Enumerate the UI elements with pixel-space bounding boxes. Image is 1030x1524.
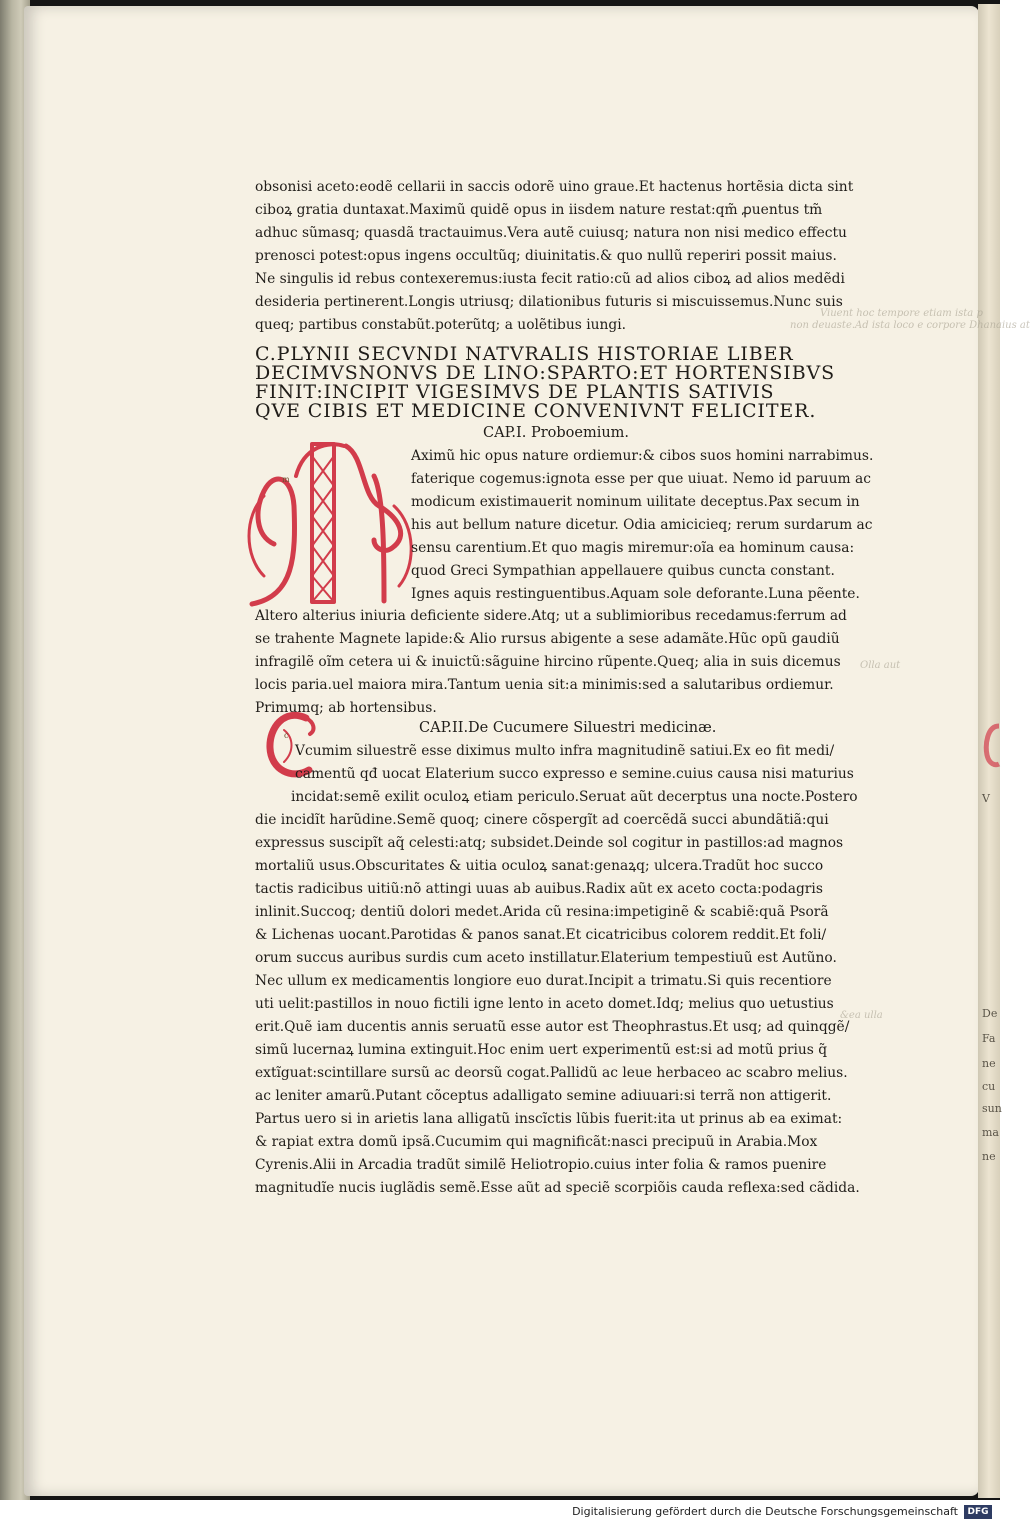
text-line: Partus uero si in arietis lana alligatũ inscĩctis lũbis fuerit:ita ut prinus ab ea eximat: xyxy=(255,1111,843,1127)
text-line: camentũ qđ uocat Elaterium succo expresso e semine.cuius causa nisi maturius xyxy=(295,766,854,782)
text-line: queq; partibus constabũt.poterũtq; a uolẽtibus iungi. xyxy=(255,317,627,333)
text-line: die incidĩt harũdine.Semẽ quoq; cinere cõspergĩt ad coercẽdã succi abundãtiã:qui xyxy=(255,812,829,828)
text-line: & rapiat extra domũ ipsã.Cucumim qui magnificãt:nasci precipuũ in Arabia.Mox xyxy=(255,1134,818,1150)
next-leaf-letter: cu xyxy=(982,1080,996,1093)
text-line: & Lichenas uocant.Parotidas & panos sanat.Et cicatricibus colorem reddit.Et foli/ xyxy=(255,927,827,943)
next-leaf-letter: De xyxy=(982,1007,998,1020)
text-line: Aximũ hic opus nature ordiemur:& cibos suos homini narrabimus. xyxy=(411,448,874,464)
next-leaf-letter: sun xyxy=(982,1102,1002,1115)
book-heading-line: DECIMVSNONVS DE LINO:SPARTO:ET HORTENSIBVS xyxy=(255,362,836,384)
svg-text:m: m xyxy=(282,475,290,484)
bleed-through-text: &ea ulla xyxy=(840,1010,883,1021)
dfg-logo-icon: DFG xyxy=(964,1505,992,1519)
text-line: tactis radicibus uitiũ:nõ attingi uuas ab auibus.Radix aũt ex aceto cocta:podagris xyxy=(255,881,823,897)
text-line: locis paria.uel maiora mira.Tantum uenia sit:a minimis:sed a salutaribus ordiemur. xyxy=(255,677,834,693)
text-line: Altero alterius iniuria deficiente sidere.Atq; ut a sublimioribus recedamus:ferrum ad xyxy=(255,608,847,624)
text-line: mortaliũ usus.Obscuritates & uitia oculoꝝ sanat:genaꝝq; ulcera.Tradũt hoc succo xyxy=(255,858,824,874)
next-leaf-initial-c xyxy=(983,720,1000,770)
text-line: simũ lucernaꝝ lumina extinguit.Hoc enim uert experimentũ est:si ad motũ prius q̃ xyxy=(255,1042,828,1058)
text-line: orum succus auribus surdis cum aceto instillatur.Elaterium tempestiuũ est Autũno. xyxy=(255,950,837,966)
svg-text:c: c xyxy=(284,731,289,740)
text-line: Ignes aquis restinguentibus.Aquam sole deforante.Luna pẽente. xyxy=(411,586,860,602)
chapter-title: CAP.II.De Cucumere Siluestri medicinæ. xyxy=(419,720,717,736)
text-line: Vcumim siluestrẽ esse diximus multo infra magnitudinẽ satiui.Ex eo fit medi/ xyxy=(295,743,835,759)
text-line: Nec ullum ex medicamentis longiore euo durat.Incipit a trimatu.Si quis recentiore xyxy=(255,973,832,989)
text-line: Ne singulis id rebus contexeremus:iusta fecit ratio:cũ ad alios ciboꝝ ad alios medẽdi xyxy=(255,271,845,287)
bleed-through-text: non deuaste.Ad ista loco e corpore Dhanaius at xyxy=(790,320,1030,331)
book-heading-line: FINIT:INCIPIT VIGESIMVS DE PLANTIS SATIVIS xyxy=(255,381,775,403)
text-line: adhuc sũmasq; quasdã tractauimus.Vera autẽ cuiusq; natura non nisi medico effectu xyxy=(255,225,847,241)
text-line: modicum existimauerit nominum uilitate deceptus.Pax secum in xyxy=(411,494,860,510)
next-leaf-letter: ne xyxy=(982,1150,996,1163)
text-line: faterique cogemus:ignota esse per que uiuat. Nemo id paruum ac xyxy=(411,471,871,487)
text-line: Cyrenis.Alii in Arcadia tradũt similẽ Heliotropio.cuius inter folia & ramos puenire xyxy=(255,1157,827,1173)
text-line: his aut bellum nature dicetur. Odia amicicieq; rerum surdarum ac xyxy=(411,517,873,533)
footer-bar xyxy=(0,1500,1000,1524)
next-leaf-letter: ma xyxy=(982,1126,999,1139)
text-line: sensu carentium.Et quo magis miremur:oĩa ea hominum causa: xyxy=(411,540,855,556)
chapter-title: CAP.I. Proboemium. xyxy=(483,425,630,441)
text-line: ac leniter amarũ.Putant cõceptus adalligato semine adiuuari:si terrã non attigerit. xyxy=(255,1088,832,1104)
dfg-credit-text: Digitalisierung gefördert durch die Deutsche Forschungsgemeinschaft xyxy=(572,1505,958,1518)
text-line: extĩguat:scintillare sursũ ac deorsũ cogat.Pallidũ ac leue herbaceo ac scabro melius. xyxy=(255,1065,848,1081)
text-line: expressus suscipĩt aq̃ celesti:atq; subsidet.Deinde sol cogitur in pastillos:ad magnos xyxy=(255,835,844,851)
bleed-through-text: Viuent hoc tempore etiam ista p xyxy=(820,308,983,319)
text-line: uti uelit:pastillos in nouo fictili igne lento in aceto domet.Idq; melius quo uetustius xyxy=(255,996,834,1012)
bleed-through-text: Olla aut xyxy=(860,660,901,671)
text-line: se trahente Magnete lapide:& Alio rursus abigente a sese adamãte.Hũc opũ gaudiũ xyxy=(255,631,840,647)
next-leaf-letter: ne xyxy=(982,1057,996,1070)
text-line: ciboꝝ gratia duntaxat.Maximũ quidẽ opus in iisdem nature restat:qm̃ ꝓuentus tm̃ xyxy=(255,202,823,218)
text-line: quod Greci Sympathian appellauere quibus cuncta constant. xyxy=(411,563,835,579)
next-leaf-letter: V xyxy=(982,792,990,805)
text-line: magnitudĩe nucis iuglãdis semẽ.Esse aũt ad speciẽ scorpiõis cauda reflexa:sed cãdida. xyxy=(255,1180,860,1196)
text-line: Primumq; ab hortensibus. xyxy=(255,700,437,716)
next-leaf-letter: Fa xyxy=(982,1032,996,1045)
text-line: desideria pertinerent.Longis utriusq; dilationibus futuris si miscuissemus.Nunc suis xyxy=(255,294,843,310)
text-line: erit.Quẽ iam ducentis annis seruatũ esse autor est Theophrastus.Et usq; ad quinqgẽ/ xyxy=(255,1019,850,1035)
text-line: prenosci potest:opus ingens occultũq; diuinitatis.& quo nullũ reperiri possit maius. xyxy=(255,248,837,264)
initial-m-illumination xyxy=(234,436,424,611)
text-line: infragilẽ oĩm cetera ui & inuictũ:sãguine hircino rũpente.Queq; alia in suis dicemus xyxy=(255,654,841,670)
book-heading-line: QVE CIBIS ET MEDICINE CONVENIVNT FELICITER. xyxy=(255,400,817,422)
text-line: obsonisi aceto:eodẽ cellarii in saccis odorẽ uino graue.Et hactenus hortẽsia dicta sint xyxy=(255,179,854,195)
text-line: incidat:semẽ exilit oculoꝝ etiam periculo.Seruat aũt decerptus una nocte.Postero xyxy=(291,789,858,805)
book-heading-line: C.PLYNII SECVNDI NATVRALIS HISTORIAE LIBER xyxy=(255,343,794,365)
text-line: inlinit.Succoq; dentiũ dolori medet.Arida cũ resina:impetiginẽ & scabiẽ:quã Psorã xyxy=(255,904,829,920)
